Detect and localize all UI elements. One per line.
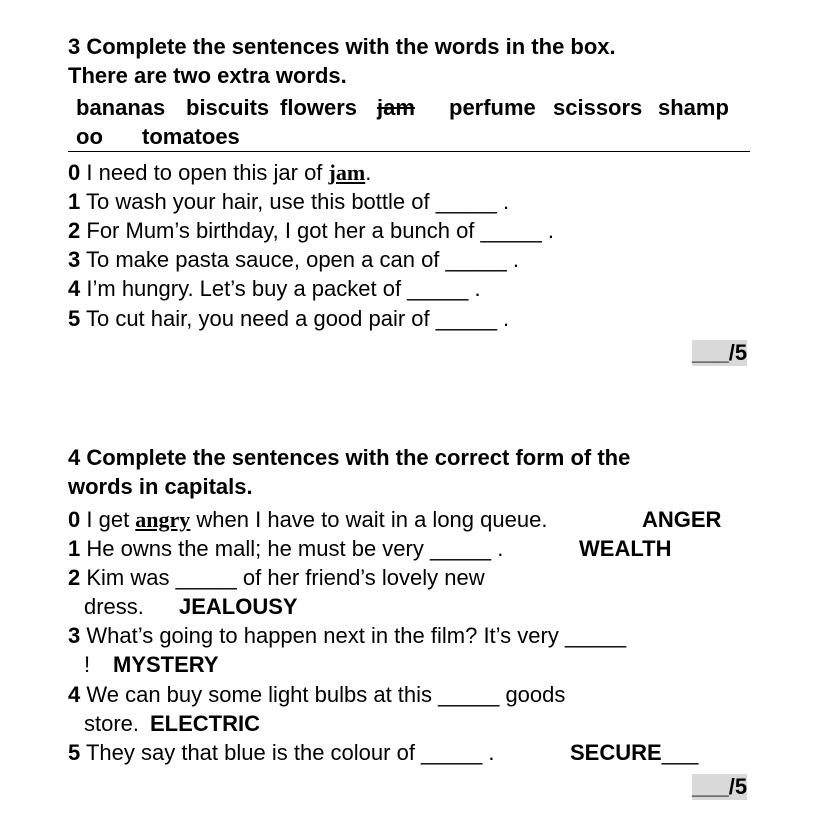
ex3-score: ___/5	[692, 340, 748, 365]
item-text: To cut hair, you need a good pair of _____ .	[85, 306, 510, 331]
example-answer: jam	[328, 160, 366, 185]
ex3-item-1: 1 To wash your hair, use this bottle of _____ .	[68, 189, 510, 214]
box-word: flowers	[280, 95, 358, 120]
exercise-3-title-line2: There are two extra words.	[68, 63, 347, 88]
item-text: Kim was _____ of her friend’s lovely new	[86, 565, 485, 590]
ex4-item-2: 2 Kim was _____ of her friend’s lovely new	[68, 565, 485, 590]
ex3-item-3: 3 To make pasta sauce, open a can of _____ .	[68, 247, 519, 272]
exercise-3-title	[68, 32, 616, 90]
ex4-item-3-cont: !	[84, 652, 91, 677]
ex4-item-0: 0 I get angry when I have to wait in a long queue.	[68, 507, 548, 532]
item-text: What’s going to happen next in the film? It’s very _____	[86, 623, 627, 648]
ex4-item-2-cont: dress.	[84, 594, 144, 619]
capital-word: WEALTH	[579, 536, 672, 561]
box-word: biscuits	[186, 95, 270, 120]
capital-word: ANGER	[642, 507, 722, 532]
capital-word: MYSTERY	[113, 652, 219, 677]
box-word: scissors	[553, 95, 643, 120]
example-answer: angry	[135, 507, 191, 532]
box-word: bananas	[76, 95, 166, 120]
item-text: I’m hungry. Let’s buy a packet of _____ .	[86, 276, 481, 301]
capital-word: SECURE	[570, 740, 662, 765]
exercise-4-title-line2: words in capitals.	[68, 474, 253, 499]
ex4-item-4: 4 We can buy some light bulbs at this _____ goods	[68, 682, 566, 707]
box-word: perfume	[449, 95, 536, 120]
item-text: I need to open this jar of	[86, 160, 329, 185]
exercise-4-title	[68, 443, 630, 501]
answer-blank: ___	[661, 740, 699, 765]
ex4-item-3: 3 What’s going to happen next in the film? It’s very _____	[68, 623, 627, 648]
item-text: We can buy some light bulbs at this _____ goods	[86, 682, 566, 707]
exercise-3-title-line1: 3 Complete the sentences with the words in the box.	[68, 34, 616, 59]
word-box-underline	[68, 151, 750, 152]
box-word: tomatoes	[142, 124, 240, 149]
ex3-item-5: 5 To cut hair, you need a good pair of _____ .	[68, 306, 510, 331]
item-text: To make pasta sauce, open a can of _____ .	[85, 247, 519, 272]
ex4-item-4-cont: store.	[84, 711, 140, 736]
box-word: oo	[76, 124, 103, 149]
item-text: For Mum’s birthday, I got her a bunch of _____ .	[86, 218, 554, 243]
ex3-item-4: 4 I’m hungry. Let’s buy a packet of _____ .	[68, 276, 481, 301]
item-text: They say that blue is the colour of _____ .	[85, 740, 495, 765]
item-text: He owns the mall; he must be very _____ .	[86, 536, 504, 561]
ex3-item-0: 0 I need to open this jar of jam.	[68, 160, 372, 185]
exercise-4-title-line1: 4 Complete the sentences with the correct form of the	[68, 445, 631, 470]
capital-word: ELECTRIC	[150, 711, 260, 736]
capital-word-line	[570, 738, 698, 767]
capital-word: JEALOUSY	[179, 594, 298, 619]
ex3-item-2: 2 For Mum’s birthday, I got her a bunch of _____ .	[68, 218, 554, 243]
box-word: shamp	[658, 95, 729, 120]
item-text: To wash your hair, use this bottle of _____ .	[85, 189, 510, 214]
ex4-item-5: 5 They say that blue is the colour of _____ .	[68, 740, 495, 765]
ex4-score: ___/5	[692, 774, 748, 799]
box-word-crossed: jam	[377, 95, 415, 120]
ex4-item-1: 1 He owns the mall; he must be very _____ .	[68, 536, 504, 561]
